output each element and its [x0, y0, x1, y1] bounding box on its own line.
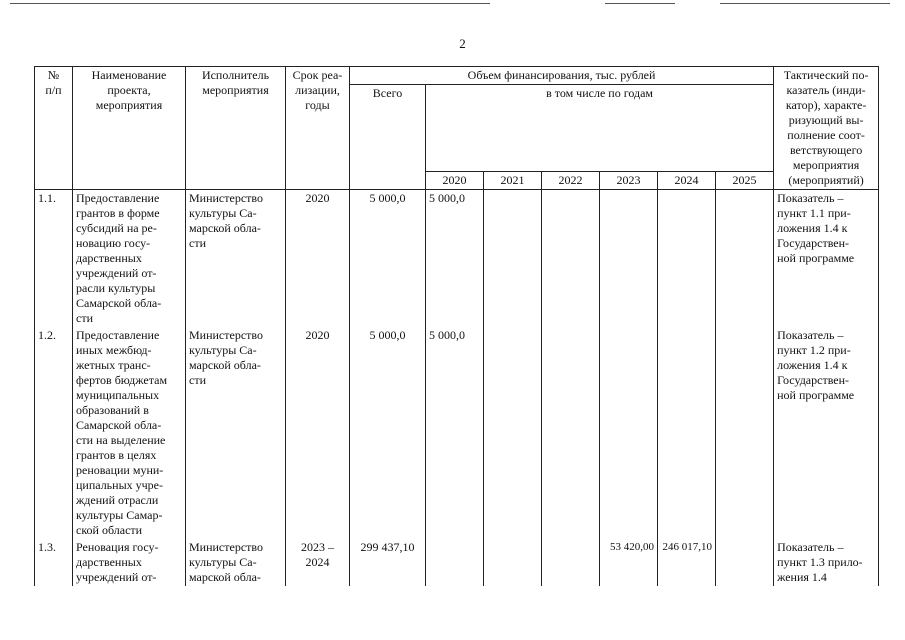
- row-year-value: [716, 539, 774, 586]
- row-num: 1.1.: [35, 190, 73, 328]
- header-funding: Объем финансирования, тыс. рублей: [350, 67, 774, 85]
- program-activities-table: [34, 66, 879, 586]
- row-name: Предоставление грантов в форме субсидий на ре- новацию госу- дарственных учреждений от- расли культуры Самарской обла- сти: [73, 190, 186, 328]
- header-num: № п/п: [35, 67, 73, 190]
- header-year: 2024: [658, 172, 716, 190]
- header-executor: Исполнитель мероприятия: [186, 67, 286, 190]
- header-year: 2021: [484, 172, 542, 190]
- row-year-value: [542, 539, 600, 586]
- header-name: Наименование проекта, мероприятия: [73, 67, 186, 190]
- row-indicator: Показатель – пункт 1.1 при- ложения 1.4 к Государствен- ной программе: [774, 190, 879, 328]
- row-executor: Министерство культуры Са- марской обла- сти: [186, 327, 286, 539]
- row-year-value: 53 420,00: [600, 539, 658, 586]
- row-year-value: [542, 190, 600, 328]
- header-total: Всего: [350, 85, 426, 190]
- row-year-value: 5 000,0: [426, 190, 484, 328]
- row-name: Предоставление иных межбюд- жетных транс- фертов бюджетам муниципальных образований в Самарской обла- сти на выделение грантов в целях реновации муни- ципальных учре- ждений отрасли культуры Самар- ской области: [73, 327, 186, 539]
- header-year: 2025: [716, 172, 774, 190]
- row-year-value: [658, 327, 716, 539]
- row-total: 5 000,0: [350, 327, 426, 539]
- row-year-value: [542, 327, 600, 539]
- row-name: Реновация госу- дарственных учреждений от-: [73, 539, 186, 586]
- header-year: 2022: [542, 172, 600, 190]
- row-total: 299 437,10: [350, 539, 426, 586]
- header-year: 2023: [600, 172, 658, 190]
- top-rule-right: [605, 3, 675, 4]
- row-year-value: 246 017,10: [658, 539, 716, 586]
- row-year-value: [484, 539, 542, 586]
- table-row: [35, 539, 879, 586]
- header-term: Срок реа- лизации, годы: [286, 67, 350, 190]
- top-rule-left: [10, 3, 490, 4]
- row-year-value: [484, 190, 542, 328]
- table-row: [35, 190, 879, 328]
- row-year-value: 5 000,0: [426, 327, 484, 539]
- row-year-value: [600, 190, 658, 328]
- header-indicator: Тактический по- казатель (инди- катор), характе- ризующий вы- полнение соот- ветствующего мероприятия (мероприятий): [774, 67, 879, 190]
- row-year-value: [484, 327, 542, 539]
- row-term: 2023 – 2024: [286, 539, 350, 586]
- header-by-years: в том числе по годам: [426, 85, 774, 172]
- top-rule-far-right: [720, 3, 890, 4]
- row-year-value: [600, 327, 658, 539]
- row-num: 1.3.: [35, 539, 73, 586]
- row-term: 2020: [286, 327, 350, 539]
- row-total: 5 000,0: [350, 190, 426, 328]
- row-year-value: [716, 190, 774, 328]
- row-term: 2020: [286, 190, 350, 328]
- row-year-value: [658, 190, 716, 328]
- row-executor: Министерство культуры Са- марской обла- сти: [186, 190, 286, 328]
- row-year-value: [716, 327, 774, 539]
- page-number: 2: [459, 36, 466, 51]
- row-num: 1.2.: [35, 327, 73, 539]
- row-year-value: [426, 539, 484, 586]
- header-year: 2020: [426, 172, 484, 190]
- row-executor: Министерство культуры Са- марской обла-: [186, 539, 286, 586]
- table-row: [35, 327, 879, 539]
- row-indicator: Показатель – пункт 1.2 при- ложения 1.4 к Государствен- ной программе: [774, 327, 879, 539]
- row-indicator: Показатель – пункт 1.3 прило- жения 1.4: [774, 539, 879, 586]
